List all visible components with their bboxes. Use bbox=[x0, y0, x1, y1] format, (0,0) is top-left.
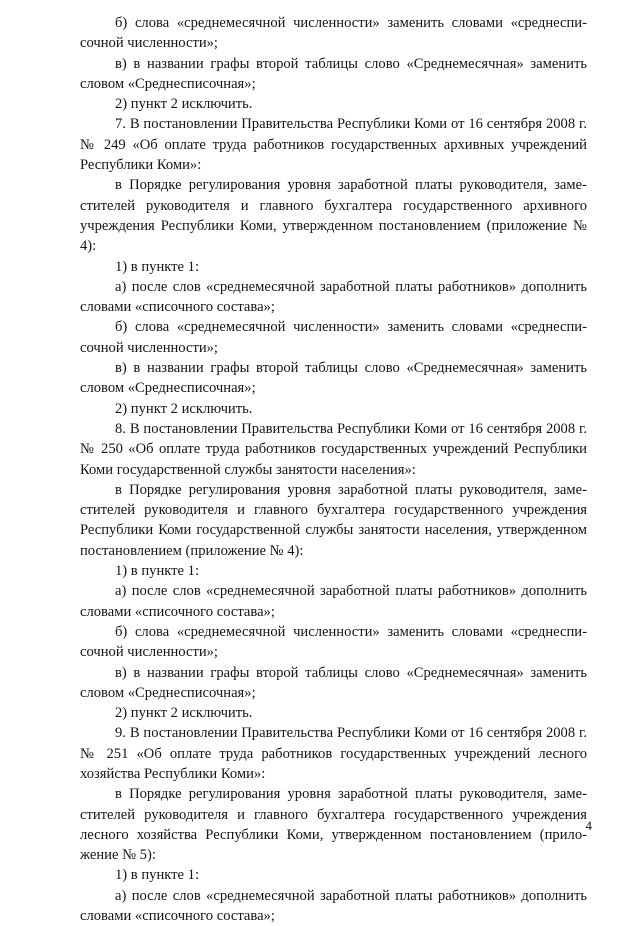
paragraph-add-words: а) после слов «среднемесячной заработной платы работников» дополнить словами «списочного состава»; bbox=[80, 278, 587, 316]
paragraph-delete-clause: 2) пункт 2 исключить. bbox=[115, 705, 253, 722]
paragraph-subclause: 1) в пункте 1: bbox=[115, 867, 200, 884]
paragraph-procedure: в Порядке регулирования уровня заработной платы руководителя, заместителей руководителя и главного бухгалтера государственного архивного учреждения Республики Коми, утвержденном постановлением (приложение № 4): bbox=[80, 177, 587, 255]
document-body bbox=[80, 13, 587, 926]
paragraph-replace-numbers: б) слова «среднемесячной численности» заменить словами «среднесписочной численности»; bbox=[80, 623, 587, 661]
paragraph-replace-numbers: б) слова «среднемесячной численности» заменить словами «среднесписочной численности»; bbox=[80, 319, 587, 356]
paragraph-replace-numbers: б) слова «среднемесячной численности» заменить словами «среднесписочной численности»; bbox=[80, 15, 587, 52]
paragraph-subclause: 1) в пункте 1: bbox=[115, 258, 200, 275]
paragraph-add-words: а) после слов «среднемесячной заработной платы работников» дополнить словами «списочного состава»; bbox=[80, 583, 587, 620]
paragraph-item-8: 8. В постановлении Правительства Республики Коми от 16 сентября 2008 г. № 250 «Об оплате труда работников государственных учреждений Республики Коми государственной службы занятости населения»: bbox=[80, 420, 587, 478]
paragraph-subclause: 1) в пункте 1: bbox=[115, 563, 200, 580]
paragraph-rename-column: в) в названии графы второй таблицы слово «Среднемесячная» заменить словом «Среднесписочная»; bbox=[80, 664, 587, 701]
page-number: 4 bbox=[585, 818, 592, 833]
paragraph-item-9: 9. В постановлении Правительства Республики Коми от 16 сентября 2008 г. № 251 «Об оплате труда работников государственных учреждений лесного хозяйства Республики Коми»: bbox=[80, 725, 587, 782]
paragraph-procedure: в Порядке регулирования уровня заработной платы руководителя, заместителей руководителя и главного бухгалтера государственного учреждения Республики Коми государственной службы занятости населения, утвержденном постановлением (приложение № 4): bbox=[80, 481, 587, 559]
paragraph-procedure: в Порядке регулирования уровня заработной платы руководителя, заместителей руководителя и главного бухгалтера государственного учреждения лесного хозяйства Республики Коми, утвержденном постановлением (приложение № 5): bbox=[80, 786, 587, 864]
paragraph-delete-clause: 2) пункт 2 исключить. bbox=[115, 400, 253, 417]
paragraph-rename-column: в) в названии графы второй таблицы слово «Среднемесячная» заменить словом «Среднесписочная»; bbox=[80, 360, 587, 397]
paragraph-item-7: 7. В постановлении Правительства Республики Коми от 16 сентября 2008 г. № 249 «Об оплате труда работников государственных архивных учреждений Республики Коми»: bbox=[80, 116, 587, 174]
paragraph-rename-column: в) в названии графы второй таблицы слово «Среднемесячная» заменить словом «Среднесписочная»; bbox=[80, 55, 587, 92]
paragraph-delete-clause: 2) пункт 2 исключить. bbox=[115, 96, 253, 113]
paragraph-add-words: а) после слов «среднемесячной заработной платы работников» дополнить словами «списочного состава»; bbox=[80, 887, 587, 925]
